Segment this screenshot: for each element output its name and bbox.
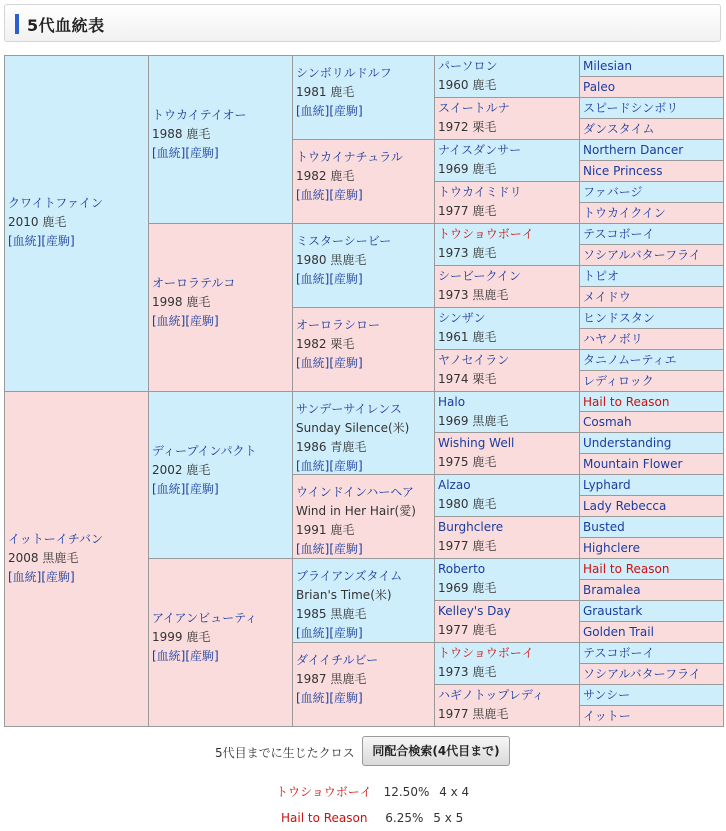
- pedigree-cell-g5: [579, 160, 724, 182]
- offspring-link[interactable]: [産駒]: [185, 314, 219, 328]
- horse-name-link[interactable]: Burghclere: [438, 520, 504, 534]
- pedigree-link[interactable]: [血統]: [152, 482, 186, 496]
- pedigree-cell-g3: [292, 223, 438, 308]
- pedigree-cell-g5: [579, 307, 724, 329]
- pedigree-table: [4, 55, 723, 726]
- horse-name-link[interactable]: ダイイチルビー: [296, 653, 379, 667]
- pedigree-cell-g5: [579, 621, 724, 643]
- pedigree-cell-g4: [434, 307, 581, 350]
- horse-year-color: 2008 黒鹿毛: [8, 551, 79, 565]
- horse-name-link[interactable]: ウインドインハーヘア: [296, 485, 414, 499]
- pedigree-cell-g5: [579, 181, 724, 203]
- horse-name-link[interactable]: テスコボーイ: [583, 227, 655, 241]
- horse-year-color: 1986 青鹿毛: [296, 440, 367, 454]
- pedigree-cell-g4: [434, 97, 581, 140]
- offspring-link[interactable]: [産駒]: [185, 146, 219, 160]
- header-accent-bar: [15, 14, 19, 34]
- horse-name-link[interactable]: Alzao: [438, 478, 471, 492]
- horse-year-color: 1987 黒鹿毛: [296, 672, 367, 686]
- horse-year-color: 1969 鹿毛: [438, 162, 497, 176]
- pedigree-cell-g5: [579, 537, 724, 559]
- horse-english-name: Brian's Time(米): [296, 588, 392, 602]
- horse-name-link[interactable]: タニノムーティエ: [583, 353, 677, 367]
- pedigree-cell-g3: [292, 391, 438, 475]
- horse-name-link[interactable]: サンシー: [583, 688, 631, 702]
- horse-year-color: 1969 鹿毛: [438, 581, 497, 595]
- horse-year-color: 1975 鹿毛: [438, 455, 497, 469]
- horse-year-color: 1998 鹿毛: [152, 295, 211, 309]
- cross-horse-link[interactable]: トウショウボーイ: [276, 785, 372, 799]
- horse-name-link[interactable]: スイートルナ: [438, 101, 510, 115]
- pedigree-link[interactable]: [血統]: [8, 570, 42, 584]
- horse-name-link[interactable]: レディロック: [583, 374, 654, 388]
- horse-year-color: 1991 鹿毛: [296, 523, 355, 537]
- horse-name-link[interactable]: ダンスタイム: [583, 122, 655, 136]
- pedigree-cell-g2: [148, 558, 294, 727]
- horse-year-color: 1969 黒鹿毛: [438, 414, 509, 428]
- offspring-link[interactable]: [産駒]: [41, 234, 75, 248]
- horse-name-link[interactable]: ミスターシービー: [296, 234, 392, 248]
- horse-name-link[interactable]: ハヤノボリ: [583, 332, 643, 346]
- pedigree-cell-g5: [579, 579, 724, 601]
- pedigree-cell-g4: [434, 139, 581, 182]
- pedigree-cell-g3: [292, 139, 438, 224]
- horse-name-link[interactable]: ヤノセイラン: [438, 353, 510, 367]
- pedigree-cell-g5: [579, 600, 724, 622]
- horse-name-link[interactable]: クワイトファイン: [8, 196, 104, 210]
- pedigree-cell-g5: [579, 474, 724, 496]
- horse-year-color: 1977 鹿毛: [438, 204, 497, 218]
- horse-links: [296, 540, 437, 559]
- cross-label: 5代目までに生じたクロス: [215, 746, 355, 760]
- horse-year-color: 2010 鹿毛: [8, 215, 67, 229]
- horse-links: [296, 457, 437, 475]
- horse-name-link[interactable]: ブライアンズタイム: [296, 569, 403, 583]
- horse-name-link[interactable]: Hail to Reason: [583, 395, 670, 409]
- horse-english-name: Sunday Silence(米): [296, 421, 410, 435]
- cross-percent: 6.25%: [385, 811, 424, 825]
- pedigree-cell-g1: [4, 391, 150, 727]
- pedigree-cell-g5: [579, 349, 724, 371]
- pedigree-cell-g5: [579, 286, 724, 308]
- pedigree-cell-g3: [292, 558, 438, 643]
- cross-ratio: 5 x 5: [433, 811, 464, 825]
- offspring-link[interactable]: [産駒]: [329, 542, 363, 556]
- pedigree-cell-g5: [579, 328, 724, 350]
- horse-name-link[interactable]: トウカイテイオー: [152, 108, 247, 122]
- horse-name-link[interactable]: パーソロン: [438, 59, 498, 73]
- pedigree-cell-g4: [434, 223, 581, 266]
- offspring-link[interactable]: [産駒]: [329, 691, 363, 705]
- horse-year-color: 1985 黒鹿毛: [296, 607, 367, 621]
- pedigree-cell-g5: [579, 411, 724, 433]
- pedigree-cell-g4: [434, 432, 581, 475]
- horse-name-link[interactable]: Nice Princess: [583, 164, 663, 178]
- horse-name-link[interactable]: Graustark: [583, 604, 643, 618]
- horse-name-link[interactable]: メイドウ: [583, 290, 631, 304]
- horse-name-link[interactable]: イットーイチバン: [8, 532, 104, 546]
- horse-name-link[interactable]: Cosmah: [583, 415, 632, 429]
- horse-name-link[interactable]: Mountain Flower: [583, 457, 683, 471]
- pedigree-cell-g5: [579, 432, 724, 454]
- horse-name-link[interactable]: Busted: [583, 520, 625, 534]
- pedigree-cell-g4: [434, 474, 581, 517]
- horse-year-color: 1980 鹿毛: [438, 497, 497, 511]
- pedigree-cell-g5: [579, 516, 724, 538]
- pedigree-cell-g2: [148, 55, 294, 224]
- pedigree-cell-g4: [434, 181, 581, 224]
- horse-name-link[interactable]: トウショウボーイ: [438, 646, 534, 660]
- cross-percent: 12.50%: [383, 785, 430, 799]
- horse-name-link[interactable]: ファバージ: [583, 185, 643, 199]
- horse-name-link[interactable]: イットー: [583, 709, 631, 723]
- page-title: 5代血統表: [27, 16, 105, 35]
- horse-name-link[interactable]: オーロラシロー: [296, 318, 381, 332]
- horse-name-link[interactable]: スピードシンボリ: [583, 101, 679, 115]
- cross-horse-link[interactable]: Hail to Reason: [281, 811, 368, 825]
- offspring-link[interactable]: [産駒]: [41, 570, 75, 584]
- pedigree-cell-g4: [434, 558, 581, 601]
- pedigree-link[interactable]: [血統]: [152, 314, 186, 328]
- pedigree-cell-g5: [579, 76, 724, 98]
- horse-year-color: 1960 鹿毛: [438, 78, 497, 92]
- pedigree-cell-g4: [434, 265, 581, 308]
- horse-year-color: 1973 鹿毛: [438, 246, 497, 260]
- pedigree-cell-g3: [292, 307, 438, 392]
- horse-name-link[interactable]: トピオ: [583, 269, 620, 283]
- pedigree-link[interactable]: [血統]: [296, 188, 330, 202]
- offspring-link[interactable]: [産駒]: [329, 459, 363, 473]
- pedigree-cell-g5: [579, 139, 724, 161]
- pedigree-cell-g5: [579, 558, 724, 580]
- horse-links: [152, 144, 293, 163]
- horse-name-link[interactable]: オーロラテルコ: [152, 276, 236, 290]
- horse-year-color: 1961 鹿毛: [438, 330, 497, 344]
- pedigree-link[interactable]: [血統]: [296, 542, 330, 556]
- horse-name-link[interactable]: Milesian: [583, 59, 632, 73]
- pedigree-cell-g5: [579, 97, 724, 119]
- horse-name-link[interactable]: Understanding: [583, 436, 672, 450]
- offspring-link[interactable]: [産駒]: [329, 626, 363, 640]
- horse-name-link[interactable]: トウカイナチュラル: [296, 150, 403, 164]
- horse-name-link[interactable]: Wishing Well: [438, 436, 515, 450]
- horse-name-link[interactable]: テスコボーイ: [583, 646, 655, 660]
- cross-row: [276, 783, 469, 800]
- pedigree-cell-g4: [434, 391, 581, 433]
- horse-name-link[interactable]: ソシアルバターフライ: [583, 667, 701, 681]
- horse-name-link[interactable]: シンボリルドルフ: [296, 66, 392, 80]
- horse-year-color: 1977 黒鹿毛: [438, 707, 509, 721]
- offspring-link[interactable]: [産駒]: [185, 649, 219, 663]
- offspring-link[interactable]: [産駒]: [185, 482, 219, 496]
- pedigree-link[interactable]: [血統]: [8, 234, 42, 248]
- pedigree-cell-g5: [579, 55, 724, 77]
- pedigree-link[interactable]: [血統]: [296, 104, 330, 118]
- horse-links: [296, 102, 437, 121]
- pedigree-cell-g5: [579, 223, 724, 245]
- horse-year-color: 1982 栗毛: [296, 337, 355, 351]
- horse-year-color: 1980 黒鹿毛: [296, 253, 367, 267]
- horse-year-color: 1999 鹿毛: [152, 630, 211, 644]
- horse-links: [296, 186, 437, 205]
- horse-name-link[interactable]: Bramalea: [583, 583, 641, 597]
- horse-english-name: Wind in Her Hair(愛): [296, 504, 416, 518]
- pedigree-cell-g5: [579, 391, 724, 412]
- pedigree-cell-g4: [434, 684, 581, 727]
- horse-name-link[interactable]: トウカイクイン: [583, 206, 666, 220]
- offspring-link[interactable]: [産駒]: [329, 272, 363, 286]
- pedigree-cell-g4: [434, 349, 581, 392]
- pedigree-cell-g3: [292, 474, 438, 559]
- pedigree-cell-g5: [579, 684, 724, 706]
- horse-name-link[interactable]: Hail to Reason: [583, 562, 670, 576]
- horse-year-color: 1973 黒鹿毛: [438, 288, 509, 302]
- horse-name-link[interactable]: ハギノトップレディ: [438, 688, 544, 702]
- pedigree-link[interactable]: [血統]: [152, 146, 186, 160]
- horse-name-link[interactable]: シービークイン: [438, 269, 521, 283]
- section-header: [4, 4, 721, 42]
- horse-year-color: 1972 栗毛: [438, 120, 497, 134]
- horse-name-link[interactable]: ディープインパクト: [152, 444, 257, 458]
- same-breeding-search-button[interactable]: 同配合検索(4代目まで): [362, 736, 510, 766]
- pedigree-cell-g2: [148, 391, 294, 559]
- cross-ratio: 4 x 4: [439, 785, 470, 799]
- pedigree-cell-g5: [579, 453, 724, 475]
- horse-name-link[interactable]: Kelley's Day: [438, 604, 511, 618]
- horse-name-link[interactable]: アイアンビューティ: [152, 611, 258, 625]
- cross-row: [281, 811, 463, 825]
- horse-links: [296, 624, 437, 643]
- horse-name-link[interactable]: Lyphard: [583, 478, 631, 492]
- horse-links: [8, 232, 149, 251]
- horse-links: [296, 689, 437, 708]
- pedigree-cell-g1: [4, 55, 150, 392]
- horse-name-link[interactable]: ヒンドスタン: [583, 311, 655, 325]
- horse-links: [296, 270, 437, 289]
- horse-name-link[interactable]: トウカイミドリ: [438, 185, 522, 199]
- pedigree-cell-g5: [579, 265, 724, 287]
- horse-name-link[interactable]: トウショウボーイ: [438, 227, 534, 241]
- offspring-link[interactable]: [産駒]: [329, 188, 363, 202]
- offspring-link[interactable]: [産駒]: [329, 104, 363, 118]
- pedigree-cell-g5: [579, 495, 724, 517]
- pedigree-cell-g5: [579, 663, 724, 685]
- offspring-link[interactable]: [産駒]: [329, 356, 363, 370]
- horse-year-color: 1982 鹿毛: [296, 169, 355, 183]
- horse-links: [152, 647, 293, 666]
- horse-year-color: 1988 鹿毛: [152, 127, 211, 141]
- horse-year-color: 1981 鹿毛: [296, 85, 355, 99]
- horse-links: [8, 568, 149, 587]
- pedigree-link[interactable]: [血統]: [296, 272, 330, 286]
- pedigree-link[interactable]: [血統]: [296, 459, 330, 473]
- pedigree-cell-g4: [434, 55, 581, 98]
- pedigree-cell-g5: [579, 705, 724, 727]
- pedigree-cell-g3: [292, 642, 438, 727]
- pedigree-cell-g4: [434, 516, 581, 559]
- pedigree-cell-g4: [434, 642, 581, 685]
- horse-year-color: 1977 鹿毛: [438, 539, 497, 553]
- horse-name-link[interactable]: Highclere: [583, 541, 640, 555]
- horse-year-color: 1977 鹿毛: [438, 623, 497, 637]
- horse-name-link[interactable]: Lady Rebecca: [583, 499, 667, 513]
- horse-name-link[interactable]: サンデーサイレンス: [296, 402, 402, 416]
- horse-name-link[interactable]: ナイスダンサー: [438, 143, 522, 157]
- horse-name-link[interactable]: Roberto: [438, 562, 486, 576]
- horse-year-color: 2002 鹿毛: [152, 463, 211, 477]
- pedigree-link[interactable]: [血統]: [152, 649, 186, 663]
- pedigree-link[interactable]: [血統]: [296, 626, 330, 640]
- horse-links: [296, 354, 437, 373]
- pedigree-cell-g4: [434, 600, 581, 643]
- pedigree-link[interactable]: [血統]: [296, 356, 330, 370]
- horse-name-link[interactable]: Golden Trail: [583, 625, 654, 639]
- pedigree-cell-g5: [579, 370, 724, 392]
- pedigree-cell-g5: [579, 118, 724, 140]
- pedigree-cell-g5: [579, 244, 724, 266]
- horse-name-link[interactable]: Northern Dancer: [583, 143, 684, 157]
- horse-name-link[interactable]: Halo: [438, 395, 466, 409]
- horse-year-color: 1974 栗毛: [438, 372, 497, 386]
- horse-name-link[interactable]: シンザン: [438, 311, 486, 325]
- pedigree-cell-g5: [579, 202, 724, 224]
- horse-links: [152, 480, 293, 499]
- horse-year-color: 1973 鹿毛: [438, 665, 497, 679]
- pedigree-link[interactable]: [血統]: [296, 691, 330, 705]
- pedigree-cell-g2: [148, 223, 294, 392]
- pedigree-cell-g3: [292, 55, 438, 140]
- horse-links: [152, 312, 293, 331]
- horse-name-link[interactable]: ソシアルバターフライ: [583, 248, 701, 262]
- horse-name-link[interactable]: Paleo: [583, 80, 616, 94]
- pedigree-cell-g5: [579, 642, 724, 664]
